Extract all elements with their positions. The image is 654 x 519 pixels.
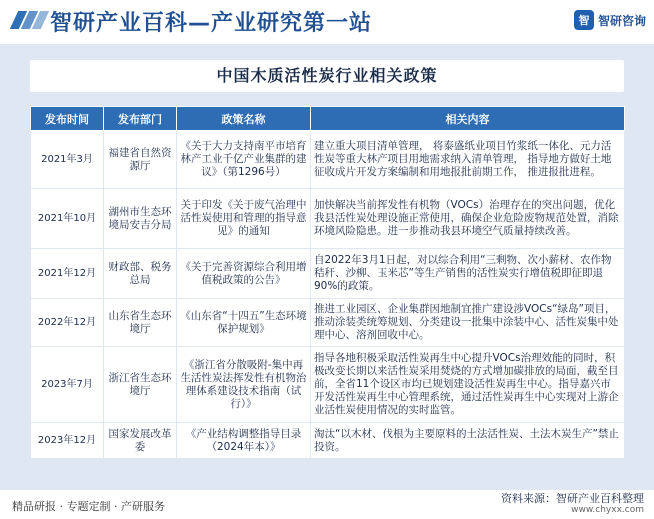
table-row: [31, 423, 625, 459]
col-header-name: 政策名称: [177, 107, 311, 131]
cell-dept: 福建省自然资源厅: [104, 131, 177, 189]
footer-services: 精品研报 · 专题定制 · 产研服务: [12, 500, 165, 513]
table-row: [31, 299, 625, 347]
cell-name: 《山东省“十四五”生态环境保护规划》: [177, 299, 311, 347]
page-footer: [0, 490, 654, 519]
cell-time: 2023年12月: [31, 423, 104, 459]
cell-dept: 山东省生态环境厅: [104, 299, 177, 347]
cell-name: 《产业结构调整指导目录（2024年本）》: [177, 423, 311, 459]
table-header-row: [31, 107, 625, 131]
cell-content: 推进工业园区、企业集群因地制宜推广建设涉VOCs“绿岛”项目，推动涂装类统筹规划、分类建设一批集中涂装中心、活性炭集中处理中心、溶剂回收中心。: [311, 299, 625, 347]
cell-content: 加快解决当前挥发性有机物（VOCs）治理存在的突出问题，优化我县活性炭处理设施正常使用，确保企业危险废物规范处置，消除环境风险隐患。进一步推动我县环境空气质量持续改善。: [311, 189, 625, 249]
cell-content: 淘汰“以木材、伐根为主要原料的土法活性炭、土法木炭生产”禁止投资。: [311, 423, 625, 459]
policy-table: [30, 106, 625, 459]
cell-content: 指导各地积极采取活性炭再生中心提升VOCs治理效能的同时，积极改变长期以来活性炭采用焚烧的方式增加碳排放的局面，截至目前，全省11个设区市均已规划建设活性炭再生中心。指导嘉兴市开发活性炭再生中心管理系统，通过活性炭再生中心实现对上游企业活性炭使用情况的实时监管。: [311, 347, 625, 423]
cell-name: 《关于大力支持南平市培育林产工业千亿产业集群的建议》（第1296号）: [177, 131, 311, 189]
cell-content: 自2022年3月1日起，对以综合利用“三剩物、次小薪材、农作物秸秆、沙柳、玉米芯”等生产销售的活性炭实行增值税即征即退 90%的政策。: [311, 249, 625, 299]
table-row: [31, 249, 625, 299]
col-header-content: 相关内容: [311, 107, 625, 131]
cell-time: 2022年12月: [31, 299, 104, 347]
col-header-dept: 发布部门: [104, 107, 177, 131]
brand-logo[interactable]: [574, 10, 646, 30]
cell-dept: 财政部、税务总局: [104, 249, 177, 299]
site-title: 智研产业百科—产业研究第一站: [50, 11, 373, 36]
cell-time: 2021年12月: [31, 249, 104, 299]
table-row: [31, 347, 625, 423]
cell-dept: 国家发展改革委: [104, 423, 177, 459]
cell-dept: 浙江省生态环境厅: [104, 347, 177, 423]
logo-text: 智研咨询: [597, 13, 646, 28]
table-row: [31, 189, 625, 249]
cell-content: 建立重大项目清单管理， 将泰盛纸业项目竹浆纸一体化、元力活性炭等重大林产项目用地需求纳入清单管理， 指导地方做好土地征收成片开发方案编制和用地报批前期工作， 推进报批进程。: [311, 131, 625, 189]
cell-name: 《浙江省分散吸附-集中再生活性炭法挥发性有机物治理体系建设技术指南（试行）》: [177, 347, 311, 423]
page-header: [0, 0, 654, 44]
table-row: [31, 131, 625, 189]
header-stripes-icon: [10, 11, 46, 29]
cell-dept: 湖州市生态环境局安吉分局: [104, 189, 177, 249]
cell-time: 2021年10月: [31, 189, 104, 249]
cell-time: 2023年7月: [31, 347, 104, 423]
policy-panel: [0, 44, 654, 490]
table-title: 中国木质活性炭行业相关政策: [30, 60, 624, 92]
cell-time: 2021年3月: [31, 131, 104, 189]
logo-icon: 智: [574, 10, 594, 30]
site-url[interactable]: www.chyxx.com: [571, 505, 644, 515]
cell-name: 《关于完善资源综合利用增值税政策的公告》: [177, 249, 311, 299]
col-header-time: 发布时间: [31, 107, 104, 131]
cell-name: 关于印发《关于废气治理中活性炭使用和管理的指导意见》的通知: [177, 189, 311, 249]
data-source: 资料来源：智研产业百科整理: [501, 492, 644, 505]
